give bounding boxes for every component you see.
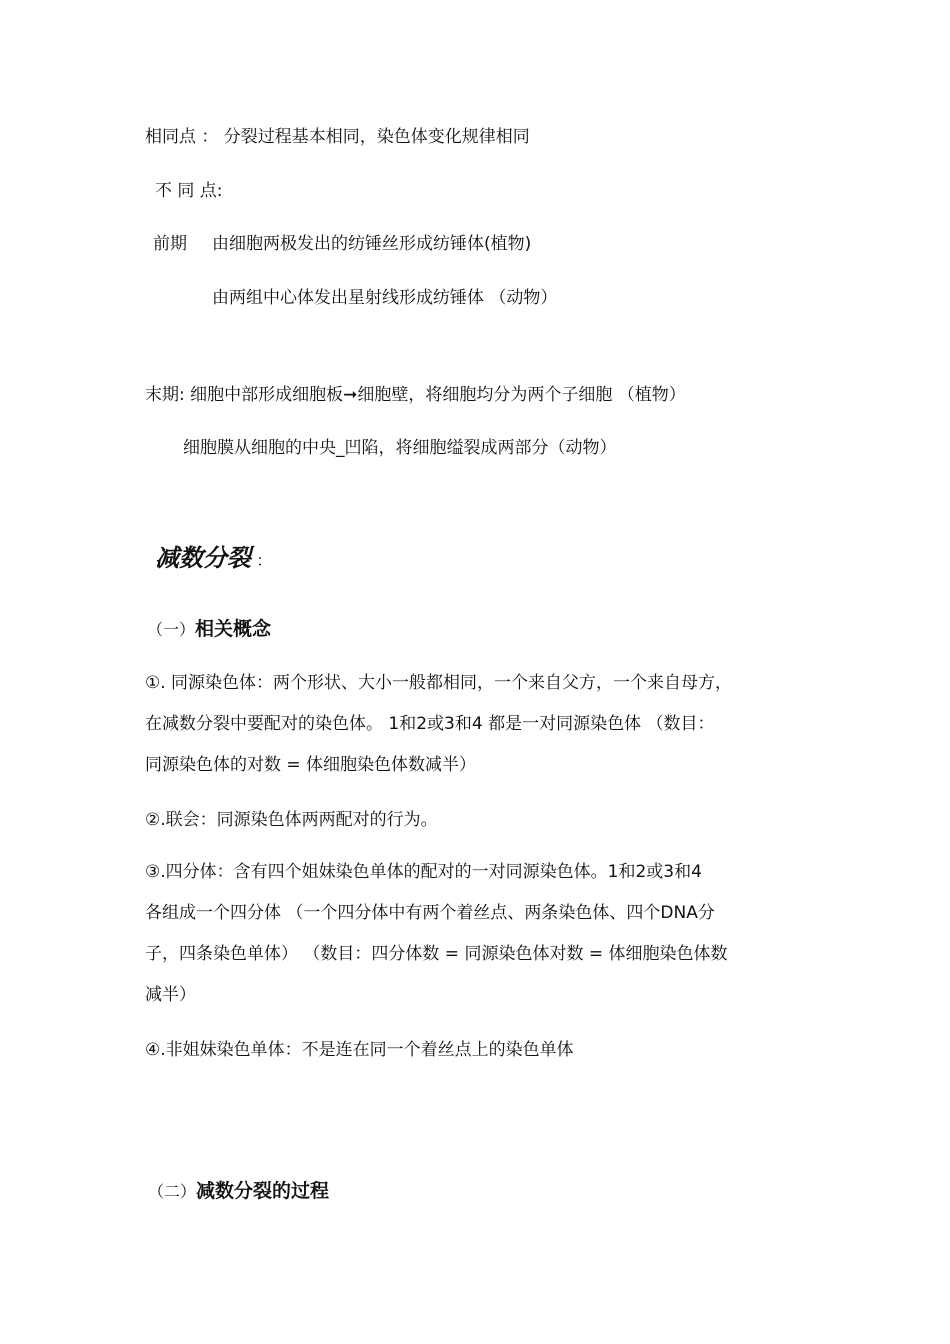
section2-title: 减数分裂的过程 — [196, 1180, 330, 1202]
meiosis-title-colon: ： — [256, 551, 273, 570]
concept-item-1 — [145, 663, 825, 786]
prophase-plant-text: 由细胞两极发出的纺锤丝形成纺锤体(植物) — [212, 234, 532, 254]
concept-item-3 — [145, 852, 825, 1016]
meiosis-title-text: 减数分裂 — [155, 544, 251, 572]
concept-item-3-line: 子，四条染色单体） （数目：四分体数 = 同源染色体对数 = 体细胞染色体数 — [145, 944, 728, 964]
concept-item-4: ④.非姐妹染色单体：不是连在同一个着丝点上的染色单体 — [145, 1040, 574, 1060]
section1-title: 相关概念 — [195, 618, 272, 640]
concept-item-3-line: ③.四分体：含有四个姐妹染色单体的配对的一对同源染色体。1和2或3和4 — [145, 862, 702, 882]
prophase-animal-text: 由两组中心体发出星射线形成纺锤体 （动物） — [212, 288, 558, 308]
prophase-label: 前期 — [153, 234, 187, 254]
telophase-animal-text: 细胞膜从细胞的中央_凹陷，将细胞缢裂成两部分（动物） — [183, 438, 617, 458]
concept-item-1-line: 同源染色体的对数 = 体细胞染色体数减半） — [145, 755, 477, 775]
same-point-line: 相同点 ： 分裂过程基本相同，染色体变化规律相同 — [145, 127, 530, 147]
concept-item-3-line: 减半） — [145, 985, 196, 1005]
section2-heading — [148, 1180, 329, 1203]
concept-item-3-line: 各组成一个四分体 （一个四分体中有两个着丝点、两条染色体、四个DNA分 — [145, 903, 715, 923]
section2-prefix: （二） — [148, 1182, 197, 1201]
telophase-plant-text: 末期: 细胞中部形成细胞板➞细胞壁，将细胞均分为两个子细胞 （植物） — [145, 385, 686, 405]
concept-item-2: ②.联会：同源染色体两两配对的行为。 — [145, 810, 438, 830]
different-point-label: 不 同 点: — [155, 181, 223, 201]
concept-item-1-line: 在减数分裂中要配对的染色体。 1和2或3和4 都是一对同源染色体 （数目： — [145, 714, 715, 734]
section1-heading — [147, 618, 271, 641]
concept-item-1-line: ①. 同源染色体：两个形状、大小一般都相同，一个来自父方，一个来自母方， — [145, 673, 733, 693]
meiosis-title — [155, 543, 272, 573]
section1-prefix: （一） — [147, 620, 196, 639]
